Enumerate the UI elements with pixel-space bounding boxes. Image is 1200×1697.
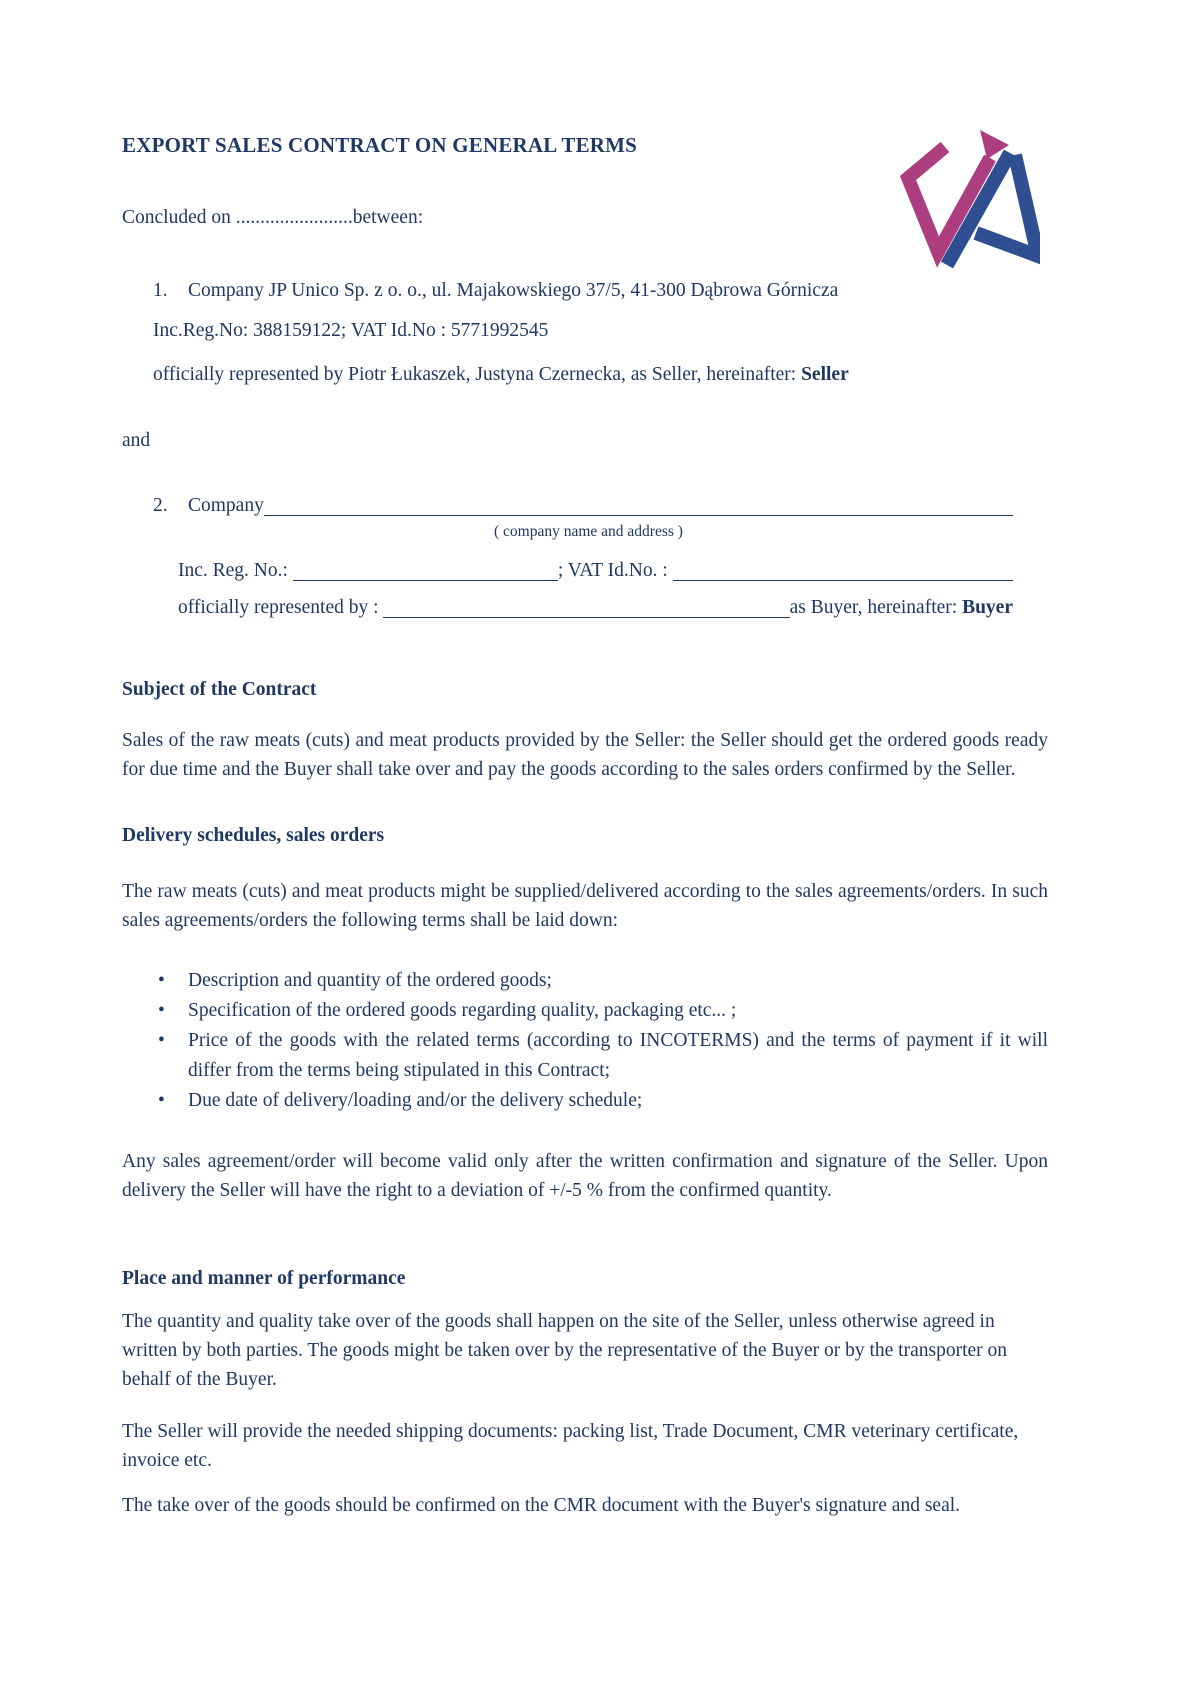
section-heading-delivery: Delivery schedules, sales orders xyxy=(122,825,385,846)
bullet-icon: • xyxy=(158,1030,165,1051)
seller-represented-line xyxy=(153,360,1048,389)
seller-represented-text: officially represented by Piotr Łukaszek, Justyna Czernecka, as Seller, hereinafter: xyxy=(153,364,802,385)
and-connector: and xyxy=(122,430,151,451)
buyer-vat-label: ; VAT Id.No. : xyxy=(557,560,673,581)
bullet-icon: • xyxy=(158,1090,165,1111)
buyer-party xyxy=(122,491,1048,622)
buyer-number: 2. xyxy=(153,495,168,516)
seller-number: 1. xyxy=(153,280,168,301)
performance-paragraph: The quantity and quality take over of the goods shall happen on the site of the Seller, unless otherwise agreed in written by both parties. The goods might be taken over by the representative of the Buyer or by the transporter on behalf of the Buyer. xyxy=(122,1311,1008,1390)
delivery-intro-paragraph: The raw meats (cuts) and meat products might be supplied/delivered according to the sales agreements/orders. In such sales agreements/orders the following terms shall be laid down: xyxy=(122,881,1048,931)
seller-term-bold: Seller xyxy=(801,364,849,385)
list-item xyxy=(158,966,1048,996)
delivery-terms-list xyxy=(158,966,1048,1116)
seller-company-row xyxy=(153,276,1048,305)
company-hint: ( company name and address ) xyxy=(494,523,683,540)
section-heading-subject: Subject of the Contract xyxy=(122,679,317,700)
performance-paragraph: The Seller will provide the needed shipping documents: packing list, Trade Document, CMR veterinary certificate, invoice etc. xyxy=(122,1421,1019,1471)
concluded-on-line: Concluded on ........................between: xyxy=(122,207,424,228)
subject-paragraph: Sales of the raw meats (cuts) and meat products provided by the Seller: the Seller should get the ordered goods ready for due time and the Buyer shall take over and pay the goods according to the sales orders confirmed by the Seller. xyxy=(122,730,1048,780)
seller-company-line: Company JP Unico Sp. z o. o., ul. Majakowskiego 37/5, 41-300 Dąbrowa Górnicza xyxy=(188,280,839,301)
bullet-icon: • xyxy=(158,970,165,991)
list-item xyxy=(158,1086,1048,1116)
list-item xyxy=(158,996,1048,1026)
page-title: EXPORT SALES CONTRACT ON GENERAL TERMS xyxy=(122,133,638,157)
section-heading-performance: Place and manner of performance xyxy=(122,1268,406,1289)
buyer-represented-row xyxy=(178,593,1013,622)
buyer-reg-label: Inc. Reg. No.: xyxy=(178,560,293,581)
vat-no-blank[interactable] xyxy=(673,556,1013,581)
delivery-validity-paragraph: Any sales agreement/order will become valid only after the written confirmation and signature of the Seller. Upon delivery the Seller will have the right to a deviation of +/-5 % from the confirmed quantity. xyxy=(122,1151,1048,1201)
buyer-registration-row xyxy=(178,556,1013,585)
reg-no-blank[interactable] xyxy=(293,556,558,581)
buyer-suffix: as Buyer, hereinafter: xyxy=(789,597,963,618)
bullet-icon: • xyxy=(158,1000,165,1021)
company-logo xyxy=(898,126,1040,272)
performance-paragraph: The take over of the goods should be confirmed on the CMR document with the Buyer's signature and seal. xyxy=(122,1495,961,1516)
buyer-represented-label: officially represented by : xyxy=(178,597,384,618)
buyer-company-label: Company xyxy=(188,495,264,516)
list-item-text: Due date of delivery/loading and/or the delivery schedule; xyxy=(188,1090,643,1111)
list-item xyxy=(158,1026,1048,1086)
list-item-text: Price of the goods with the related terms (according to INCOTERMS) and the terms of payment if it will differ from the terms being stipulated in this Contract; xyxy=(188,1030,1048,1081)
list-item-text: Description and quantity of the ordered goods; xyxy=(188,970,552,991)
buyer-term-bold: Buyer xyxy=(962,597,1013,618)
buyer-suffix-text xyxy=(790,593,1013,622)
seller-party xyxy=(122,276,1048,389)
representative-blank[interactable] xyxy=(383,593,789,618)
seller-registration-line: Inc.Reg.No: 388159122; VAT Id.No : 5771992545 xyxy=(153,320,549,341)
company-name-blank[interactable] xyxy=(264,491,1013,516)
buyer-company-row xyxy=(153,491,1013,520)
list-item-text: Specification of the ordered goods regarding quality, packaging etc... ; xyxy=(188,1000,737,1021)
va-logo-graphic xyxy=(898,126,1040,272)
